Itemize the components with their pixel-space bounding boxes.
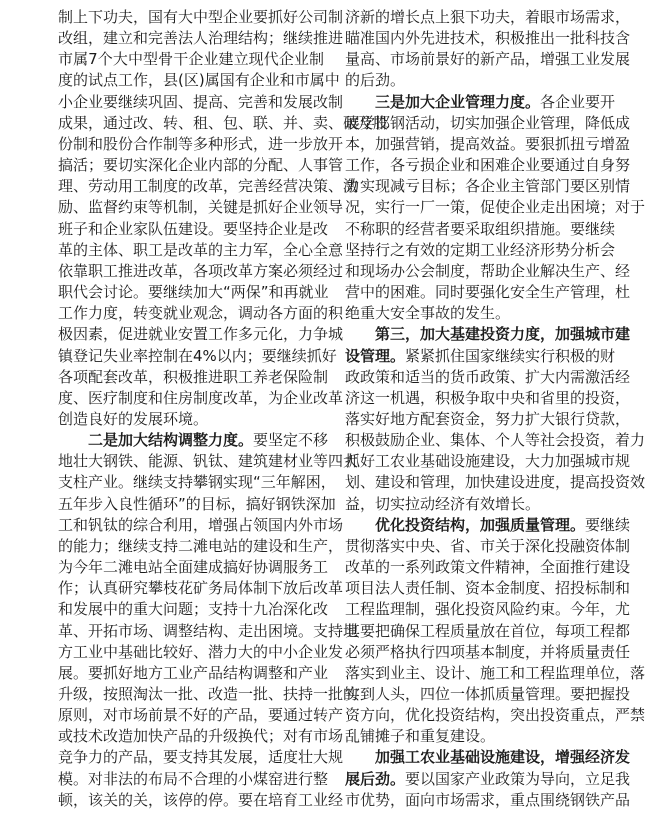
- line-text: 改革的一系列政策文件精神，全面推行建设: [345, 558, 631, 577]
- line-text: 落实好地方配套资金，努力扩大银行贷款，: [345, 409, 631, 428]
- text-line: [58, 219, 329, 240]
- line-text: 要继续: [585, 515, 631, 534]
- bold-heading: 加强工农业基础设施建设，增强经济发: [375, 748, 631, 767]
- text-line: [58, 684, 359, 705]
- bold-heading: 第三，加大基建投资力度，加强城市建: [375, 325, 631, 344]
- line-text: 励、监督约束等机制，关键是抓好企业领导: [58, 198, 344, 217]
- line-text: 或技术改造加快产品的升级换代；对有市场: [58, 727, 344, 746]
- text-line: [345, 49, 631, 70]
- line-text: 本，加强营销，提高效益。要狠抓扭亏增盈: [345, 134, 631, 153]
- line-text: 原则，对市场前景不好的产品，要通过转产: [58, 706, 344, 725]
- text-line: [58, 92, 344, 113]
- line-text: 工程监理制，强化投资风险约束。今年，尤: [345, 600, 631, 619]
- line-text: 其要把确保工程质量放在首位，每项工程都: [345, 621, 631, 640]
- bold-heading: 三是加大企业管理力度。: [375, 92, 541, 111]
- line-text: 极因素，促进就业安置工作多元化，力争城: [58, 325, 344, 344]
- text-line: [345, 7, 631, 28]
- line-text: 展。要抓好地方工业产品结构调整和产业: [58, 663, 329, 682]
- text-line: [58, 409, 324, 430]
- text-line: [58, 49, 324, 70]
- line-text: 坚持行之有效的定期工业经济形势分析会: [345, 240, 616, 259]
- line-text: 济新的增长点上狠下功夫，着眼市场需求，: [345, 8, 631, 26]
- text-line: [345, 726, 613, 747]
- line-text: 小企业要继续巩固、提高、完善和发展改制: [58, 92, 344, 111]
- bold-heading: 优化投资结构，加强质量管理。: [375, 515, 586, 534]
- text-line: [345, 790, 631, 811]
- text-line: [58, 240, 344, 261]
- text-line: [345, 324, 631, 345]
- line-text: 革的主体、职工是改革的主力军，全心全意: [58, 240, 344, 259]
- line-text: 展学邯钢活动，切实加强企业管理，降低成: [345, 113, 631, 132]
- bold-heading: 展后劲。: [345, 769, 406, 788]
- line-text: 量高、市场前景好的新产品，增强工业发展: [345, 50, 631, 69]
- line-text: 镇登记失业率控制在4%以内；要继续抓好: [58, 346, 337, 365]
- text-line: [345, 494, 613, 515]
- line-text: 划、建设和管理，加快建设进度，提高投资效: [345, 473, 646, 492]
- text-line: [345, 409, 631, 430]
- line-text: 改组，建立和完善法人治理结构；继续推进: [58, 29, 344, 48]
- line-text: 抓好工农业基础设施建设，大力加强城市规: [345, 452, 631, 471]
- line-text: 模。对非法的布局不合理的小煤窑进行整: [58, 769, 329, 788]
- text-line: [58, 282, 329, 303]
- line-text: 瞄准国内外先进技术，积极推出一批科技含: [345, 29, 631, 48]
- text-line: [58, 790, 344, 811]
- text-line: [345, 92, 616, 113]
- line-text: 作；认真研究攀枝花矿务局体制下放后改革: [58, 579, 344, 598]
- line-text: 政政策和适当的货币政策、扩大内需激活经: [345, 367, 631, 386]
- line-text: 为今年二滩电站全面建成搞好协调服务工: [58, 558, 329, 577]
- text-line: [58, 451, 359, 472]
- text-line: [345, 536, 631, 557]
- text-line: [58, 642, 344, 663]
- text-line: [345, 240, 616, 261]
- line-text: 成果，通过改、转、租、包、联、并、卖、破及股: [58, 113, 389, 132]
- line-text: 贯彻落实中央、省、市关于深化投融资体制: [345, 536, 631, 555]
- text-line: [58, 155, 344, 176]
- line-text: 搞活；要切实深化企业内部的分配、人事管: [58, 156, 344, 175]
- line-text: 营中的困难。同时要强化安全生产管理，杜: [345, 283, 631, 302]
- line-text: 济这一机遇，积极争取中央和省里的投资，: [345, 388, 631, 407]
- line-text: 度的试点工作，县(区)属国有企业和市属中: [58, 71, 340, 90]
- text-line: [345, 197, 646, 218]
- line-text: 紧紧抓住国家继续实行积极的财: [405, 346, 616, 365]
- line-text: 理、劳动用工制度的改革，完善经营决策、激: [58, 177, 359, 196]
- line-text: 制上下功夫，国有大中型企业要抓好公司制: [58, 8, 344, 26]
- line-text: 积极鼓励企业、集体、个人等社会投资，着力: [345, 431, 646, 450]
- line-text: 项目法人责任制、资本金制度、招投标制和: [345, 579, 631, 598]
- line-text: 革、开拓市场、调整结构、走出困境。支持地: [58, 621, 359, 640]
- text-line: [58, 70, 340, 91]
- line-text: 必须严格执行四项基本制度，并将质量责任: [345, 642, 631, 661]
- right-column: [345, 7, 646, 811]
- line-text: 竞争力的产品，要支持其发展，适度壮大规: [58, 748, 344, 767]
- text-line: [58, 261, 344, 282]
- text-line: [345, 367, 631, 388]
- line-text: 要坚定不移: [253, 431, 329, 450]
- line-text: 各企业要开: [540, 92, 616, 111]
- line-text: 要以国家产业政策为导向，立足我: [405, 769, 631, 788]
- text-line: [58, 747, 344, 768]
- text-line: [58, 134, 344, 155]
- text-line: [345, 642, 631, 663]
- line-text: 落实到业主、设计、施工和工程监理单位，落: [345, 663, 646, 682]
- line-text: 力实现减亏目标；各企业主管部门要区别情: [345, 177, 631, 196]
- line-text: 和发展中的重大问题；支持十九冶深化改: [58, 600, 329, 619]
- text-line: [345, 388, 631, 409]
- text-line: [58, 7, 344, 28]
- text-line: [345, 430, 646, 451]
- text-line: [58, 663, 329, 684]
- text-line: [58, 113, 389, 134]
- text-line: [345, 472, 646, 493]
- line-text: 依靠职工推进改革，各项改革方案必须经过: [58, 261, 344, 280]
- line-text: 实到人头，四位一体抓质量管理。要把握投: [345, 685, 631, 703]
- text-line: [58, 346, 337, 367]
- text-line: [345, 261, 631, 282]
- text-line: [345, 663, 646, 684]
- text-line: [58, 726, 344, 747]
- line-text: 创造良好的发展环境。: [58, 409, 209, 428]
- line-text: 各项配套改革，积极推进职工养老保险制: [58, 367, 329, 386]
- line-text: 的能力；继续支持二滩电站的建设和生产，: [58, 536, 344, 555]
- line-text: 不称职的经营者要采取组织措施。要继续: [345, 219, 616, 238]
- text-line: [345, 451, 631, 472]
- line-text: 班子和企业家队伍建设。要坚持企业是改: [58, 219, 329, 238]
- line-text: 的后劲。: [345, 71, 406, 90]
- line-text: 资方向，优化投资结构，突出投资重点，严禁: [345, 706, 646, 725]
- text-line: [345, 219, 616, 240]
- text-line: [58, 599, 329, 620]
- text-line: [345, 599, 631, 620]
- line-text: 工作力度，转变就业观念，调动各方面的积: [58, 304, 344, 323]
- line-text: 地壮大钢铁、能源、钒钛、建筑建材业等四大: [58, 452, 359, 471]
- text-line: [58, 197, 344, 218]
- text-line: [58, 176, 359, 197]
- text-line: [345, 282, 631, 303]
- text-line: [345, 747, 631, 768]
- text-line: [345, 113, 631, 134]
- text-line: [345, 155, 631, 176]
- line-text: 绝重大安全事故的发生。: [345, 304, 511, 323]
- bold-heading: 设管理。: [345, 346, 406, 365]
- text-line: [345, 346, 616, 367]
- line-text: 支柱产业。继续支持攀钢实现“三年解困，: [58, 473, 336, 492]
- text-line: [58, 494, 336, 515]
- line-text: 五年步入良性循环”的目标，搞好钢铁深加: [58, 494, 336, 513]
- text-line: [345, 769, 631, 790]
- text-line: [345, 621, 631, 642]
- text-line: [345, 557, 631, 578]
- text-line: [345, 684, 631, 705]
- line-text: 市优势，面向市场需求，重点围绕钢铁产品: [345, 790, 631, 809]
- text-line: [345, 176, 631, 197]
- line-text: 升级，按照淘汰一批、改造一批、扶持一批的: [58, 685, 359, 703]
- bold-heading: 二是加大结构调整力度。: [88, 431, 254, 450]
- text-line: [58, 430, 329, 451]
- text-line: [58, 388, 344, 409]
- text-line: [58, 705, 344, 726]
- text-line: [58, 578, 344, 599]
- line-text: 益，切实拉动经济有效增长。: [345, 494, 541, 513]
- text-line: [58, 303, 344, 324]
- line-text: 工作，各亏损企业和困难企业要通过自身努: [345, 156, 631, 175]
- text-line: [345, 705, 646, 726]
- text-line: [58, 557, 329, 578]
- line-text: 方工业中基础比较好、潜力大的中小企业发: [58, 642, 344, 661]
- text-line: [345, 134, 631, 155]
- line-text: 和现场办公会制度，帮助企业解决生产、经: [345, 261, 631, 280]
- text-line: [345, 515, 631, 536]
- text-line: [58, 536, 344, 557]
- line-text: 乱铺摊子和重复建设。: [345, 727, 496, 746]
- line-text: 工和钒钛的综合利用，增强占领国内外市场: [58, 515, 344, 534]
- text-line: [58, 472, 336, 493]
- line-text: 职代会讨论。要继续加大“两保”和再就业: [58, 283, 329, 302]
- text-line: [58, 515, 344, 536]
- line-text: 市属7个大中型骨干企业建立现代企业制: [58, 50, 324, 69]
- line-text: 况，实行一厂一策，促使企业走出困境；对于: [345, 198, 646, 217]
- text-line: [58, 621, 359, 642]
- text-line: [58, 324, 344, 345]
- text-line: [345, 578, 631, 599]
- text-line: [345, 303, 613, 324]
- line-text: 度、医疗制度和住房制度改革，为企业改革: [58, 388, 344, 407]
- text-line: [58, 769, 329, 790]
- text-line: [58, 28, 344, 49]
- line-text: 顿，该关的关，该停的停。要在培育工业经: [58, 790, 344, 809]
- line-text: 份制和股份合作制等多种形式，进一步放开: [58, 134, 344, 153]
- text-line: [58, 367, 329, 388]
- text-line: [345, 28, 631, 49]
- text-line: [345, 70, 613, 91]
